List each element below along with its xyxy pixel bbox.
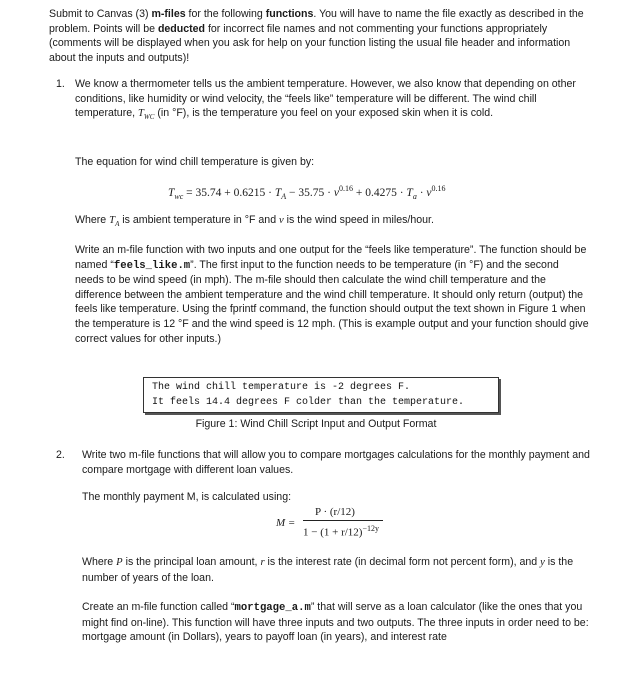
q1-paragraph-1 (75, 77, 589, 125)
q2-paragraph-4 (82, 600, 590, 645)
q2-p3-y: y (540, 557, 545, 568)
q2-p3-P: P (116, 557, 123, 568)
eq-ta2: T (406, 186, 413, 199)
eq-v1: v (333, 186, 339, 199)
eq-ta1-sub: A (281, 192, 287, 202)
q2-p2-text: The monthly payment M, is calculated using: (82, 491, 292, 503)
eq-lhs: T (168, 186, 175, 199)
intro-text-3: for the following (185, 8, 266, 20)
q2-p3-text-b: is the principal loan amount, (122, 556, 261, 568)
intro-mfiles: m-files (151, 8, 186, 20)
q2-number: 2. (56, 449, 65, 461)
eq-ta1: T (274, 186, 282, 199)
q1-p2-text: The equation for wind chill temperature is given by: (75, 156, 315, 168)
intro-text-7: for incorrect file names and not commenting your functions appropriately (comments will be displayed when you ask for help on your function listing the usual file header and information about the inputs and outputs)! (49, 22, 571, 64)
wind-chill-equation (168, 182, 446, 205)
mortgage-eq-den-text: 1 − (1 + r/12) (303, 526, 363, 539)
q1-p1-text-b: (in °F), is the temperature you feel on your exposed skin when it is cold. (154, 107, 494, 120)
q2-paragraph-1 (82, 448, 590, 477)
q1-p3-text-c: is the wind speed in miles/hour. (283, 214, 434, 226)
q2-p3-r: r (260, 557, 265, 568)
q1-p1-sub: WC (143, 113, 155, 122)
eq-exp1: 0.16 (338, 184, 353, 193)
code-line-2: It feels 14.4 degrees F colder than the temperature. (152, 397, 465, 408)
q2-p3-text-c: is the interest rate (in decimal form not percent form), and (264, 556, 541, 568)
q1-p3-sub: A (115, 220, 120, 229)
q2-paragraph-2 (82, 490, 590, 505)
intro-deducted: deducted (157, 22, 206, 35)
q1-paragraph-3 (75, 213, 589, 232)
mortgage-eq-denominator (303, 522, 379, 540)
figure-1-caption: Figure 1: Wind Chill Script Input and Output Format (195, 418, 437, 430)
mortgage-eq-den-exp: −12y (362, 524, 379, 533)
eq-v2: v (426, 186, 432, 199)
q1-p4-text-a: Write an m-file function with two inputs and one output for the “feels like temperature”. The function should be named “ (75, 244, 587, 271)
intro-text-5: . You will have to name the file exactly as described in the problem. Points will be (49, 8, 584, 35)
intro-functions: functions (265, 8, 314, 20)
mortgage-eq-fraction-bar (303, 520, 383, 521)
q1-p3-var: T (109, 215, 116, 226)
q1-p4-filename: feels_like.m (113, 259, 191, 272)
eq-part-4: · (416, 186, 427, 199)
q1-p1-var: T (138, 108, 144, 120)
q2-p3-text-a: Where (82, 556, 117, 568)
mortgage-eq-lhs: M = (276, 517, 296, 529)
q2-p4-text-a: Create an m-file function called “ (82, 601, 235, 613)
q1-number: 1. (56, 78, 65, 90)
eq-exp2: 0.16 (431, 184, 446, 193)
q1-p4-text-b: ”. The first input to the function needs to be temperature (in °F) and the second needs to be wind speed (in mph). The m-file should then calculate the wind chill temperature and the difference between the ambient temperature and the wind chill temperature. It should only return (output) the feels like temperature. Using the fprintf command, the function should output the text shown in Figure 1 when the temperature is 12 °F and the wind speed is 12 mph. (This is example output and your function should give correct values for other inputs.) (75, 258, 589, 345)
q2-p4-text-b: ” that will serve as a loan calculator (like the ones that you might find on-line). This function will have three inputs and two outputs. The three inputs in order need to be: mortgage amount (in Dollars), years to payoff loan (in years), and interest rate (82, 601, 589, 644)
eq-part-1: = 35.74 + 0.6215 · (183, 186, 275, 199)
q1-p3-text-b: is ambient temperature in °F and (119, 214, 280, 226)
eq-lhs-sub: wc (174, 192, 184, 202)
code-line-1: The wind chill temperature is -2 degrees F. (152, 382, 411, 393)
q2-p3-text-d: is the number of years of the loan. (82, 556, 574, 584)
eq-part-3: + 0.4275 · (352, 186, 407, 199)
q2-p1-text: Write two m-file functions that will allow you to compare mortgages calculations for the monthly payment and compare mortgage with different loan values. (82, 449, 590, 476)
q1-p3-text-a: Where (75, 214, 110, 226)
q1-p1-text-a: We know a thermometer tells us the ambient temperature. However, we also know that depending on other conditions, like humidity or wind velocity, the “feels like” temperature will be different. The wind chill temperature, (75, 78, 576, 120)
mortgage-eq-numerator: P · (r/12) (315, 506, 355, 518)
q1-paragraph-4 (75, 243, 589, 346)
q2-paragraph-3 (82, 555, 590, 585)
intro-paragraph (49, 7, 589, 65)
q2-p4-filename: mortgage_a.m (234, 602, 311, 614)
eq-ta2-sub: a (412, 192, 417, 202)
figure-1-code-box (143, 377, 499, 413)
eq-part-2: − 35.75 · (286, 186, 334, 199)
q1-p3-v: v (279, 215, 284, 226)
q1-paragraph-2 (75, 155, 589, 170)
intro-text-1: Submit to Canvas (3) (49, 8, 152, 20)
